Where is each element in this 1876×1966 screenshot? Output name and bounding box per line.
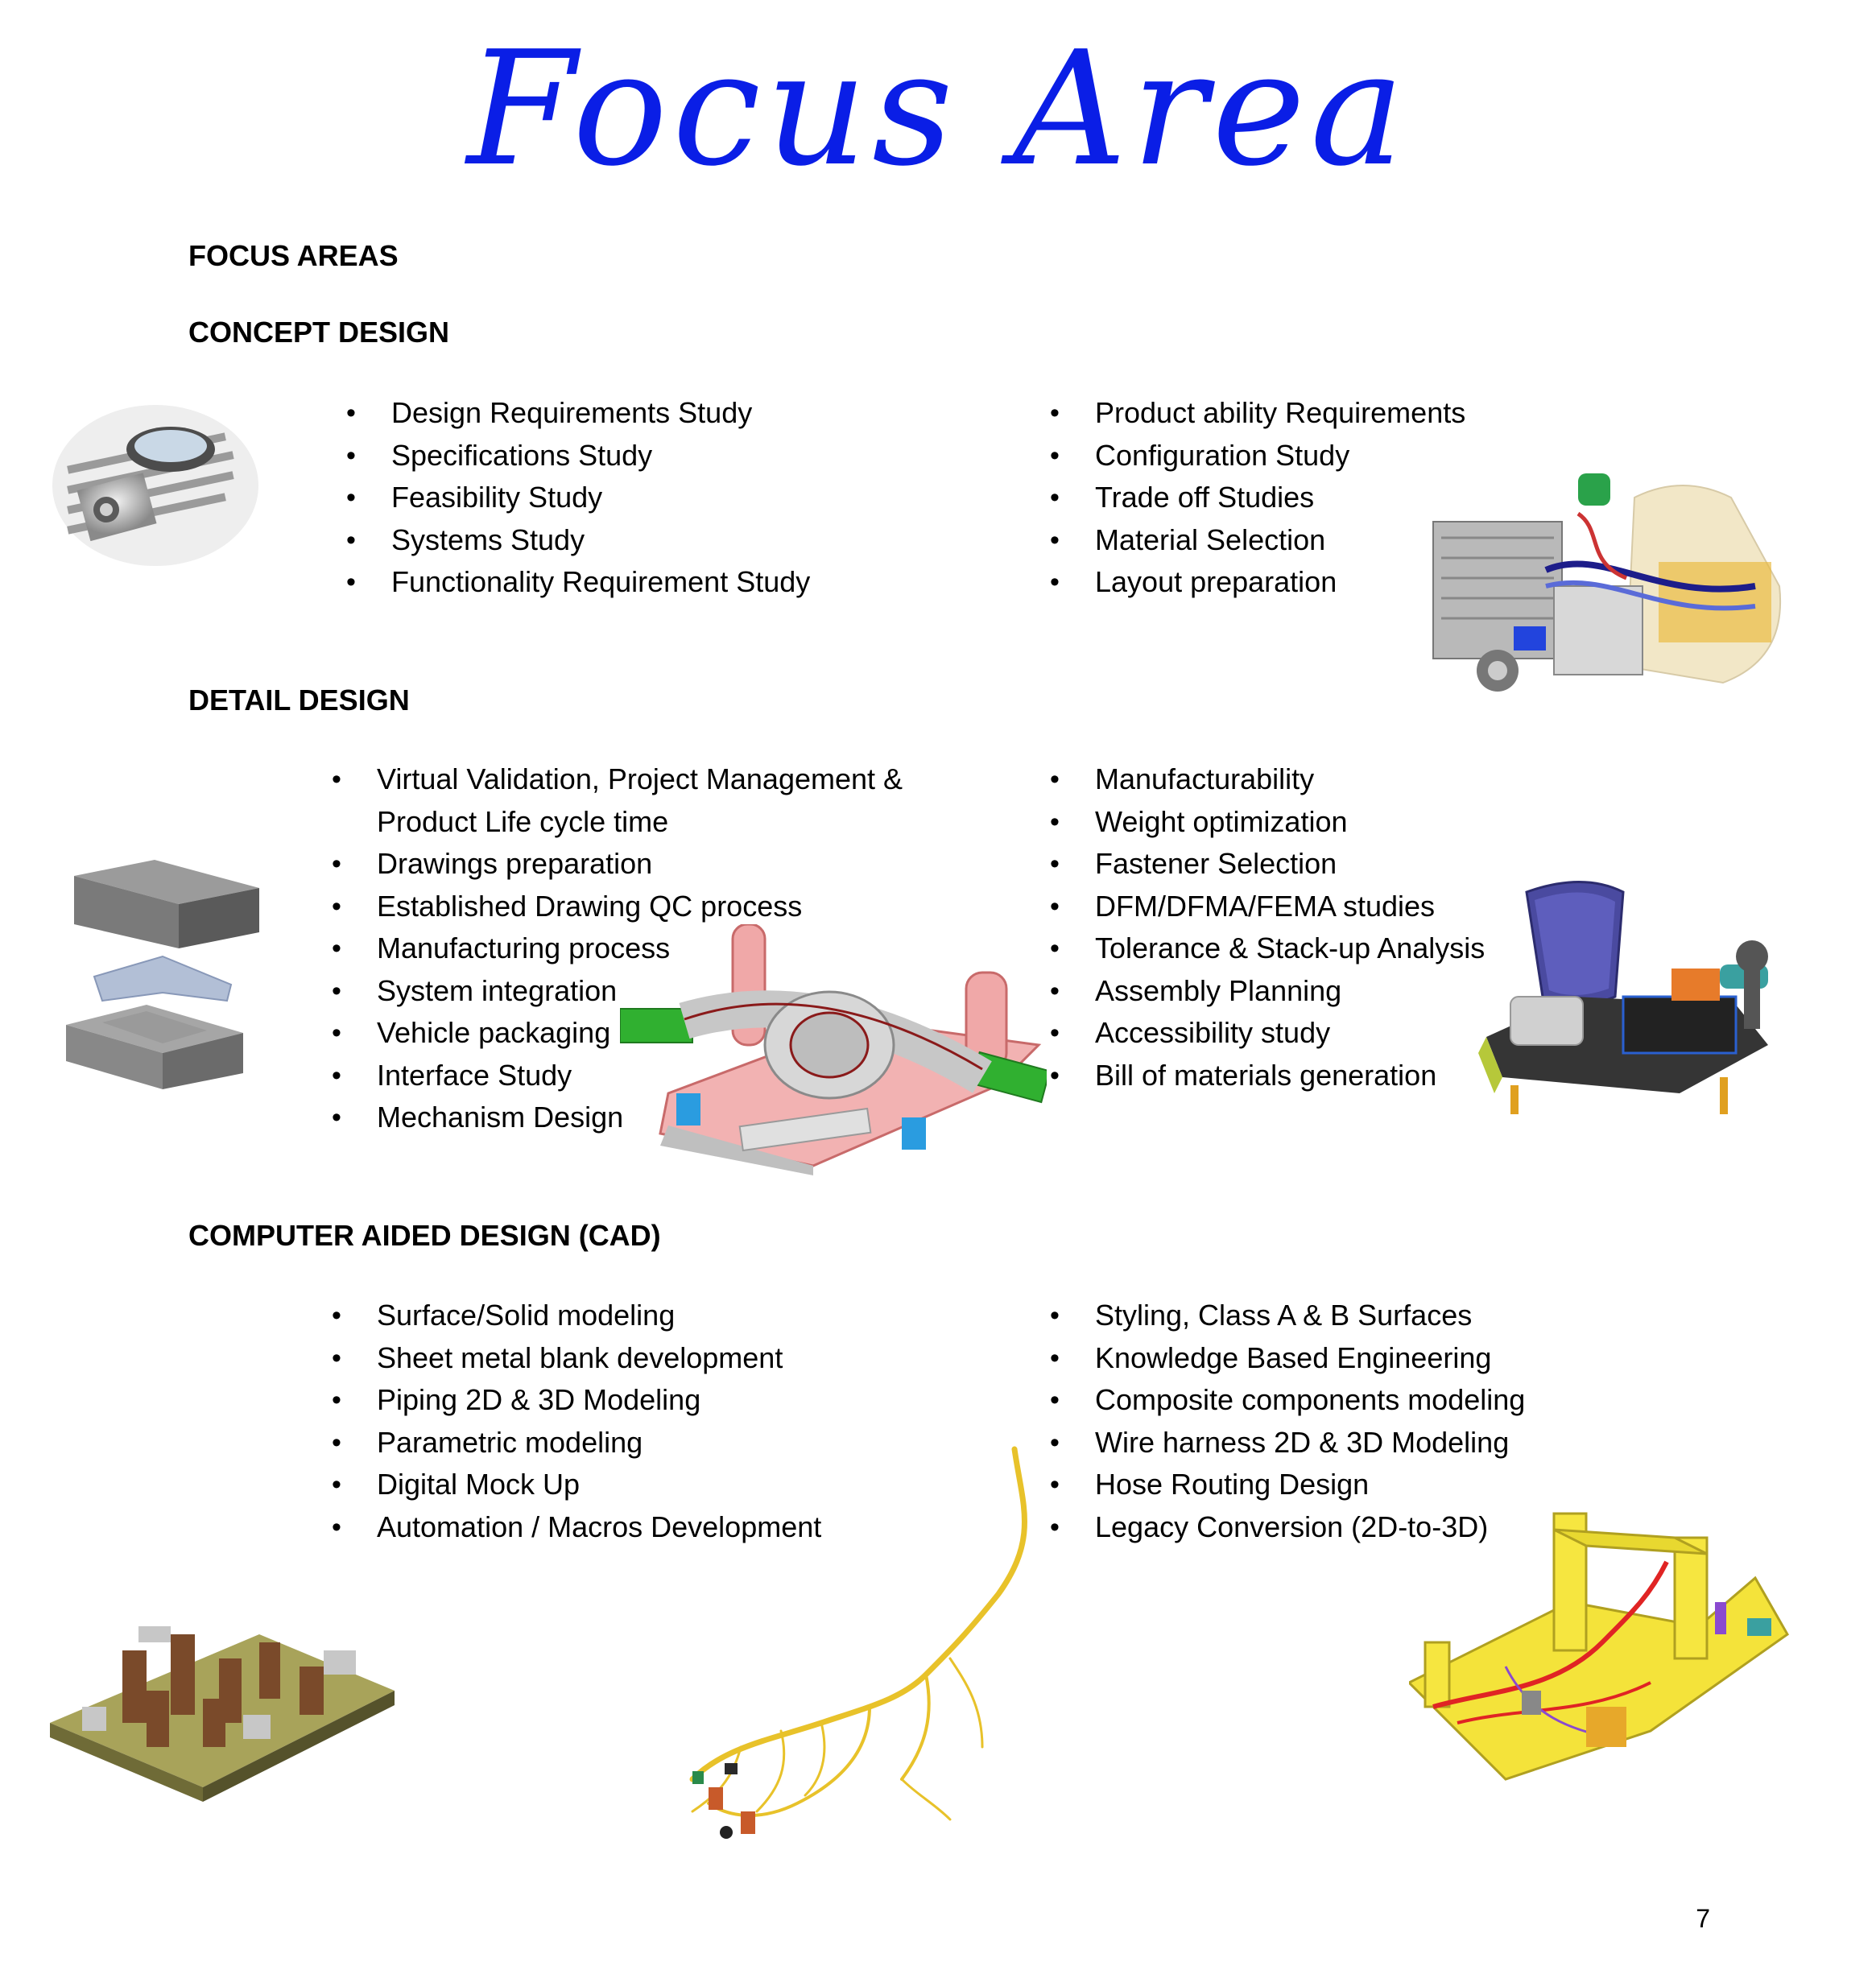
list-item: • Weight optimization [1050, 801, 1694, 844]
list-item: • Interface Study [332, 1055, 911, 1097]
list-item: • Bill of materials generation [1050, 1055, 1694, 1097]
list-item: • Material Selection [1050, 519, 1694, 562]
list-item: • Layout preparation [1050, 561, 1694, 604]
axle-chassis-image [620, 924, 1047, 1175]
list-item: • Manufacturing process [332, 927, 911, 970]
list-item: • Knowledge Based Engineering [1050, 1337, 1694, 1380]
list-item: • Tolerance & Stack-up Analysis [1050, 927, 1694, 970]
cad-heading: COMPUTER AIDED DESIGN (CAD) [188, 1219, 661, 1252]
list-item: • Manufacturability [1050, 758, 1694, 801]
focus-areas-heading: FOCUS AREAS [188, 239, 399, 272]
list-item: • Systems Study [346, 519, 1006, 562]
list-item: • Mechanism Design [332, 1097, 911, 1139]
concept-design-heading: CONCEPT DESIGN [188, 316, 450, 349]
list-item: • Drawings preparation [332, 843, 911, 886]
list-item: • Styling, Class A & B Surfaces [1050, 1295, 1694, 1337]
list-item: • Design Requirements Study [346, 392, 1006, 435]
list-item: • Sheet metal blank development [332, 1337, 976, 1380]
list-item: • Fastener Selection [1050, 843, 1694, 886]
list-item: • Composite components modeling [1050, 1379, 1694, 1422]
list-item: • Digital Mock Up [332, 1464, 976, 1506]
list-item: • Vehicle packaging [332, 1012, 911, 1055]
list-item: • Accessibility study [1050, 1012, 1694, 1055]
page-number: 7 [1696, 1904, 1710, 1933]
list-item: • Functionality Requirement Study [346, 561, 1006, 604]
page-title: Focus Area [466, 18, 1410, 201]
list-item: • Specifications Study [346, 435, 1006, 477]
list-item: • Established Drawing QC process [332, 886, 911, 928]
list-item: • Piping 2D & 3D Modeling [332, 1379, 976, 1422]
welding-fixture-image [50, 1602, 395, 1803]
chassis-frame-image [1409, 1505, 1792, 1795]
list-item: • Assembly Planning [1050, 970, 1694, 1013]
operator-seat-image [1478, 876, 1797, 1114]
concept-design-list-left [346, 392, 1006, 604]
list-item: • Feasibility Study [346, 477, 1006, 519]
list-item: • Surface/Solid modeling [332, 1295, 976, 1337]
wire-harness-image [660, 1441, 1039, 1844]
detail-design-heading: DETAIL DESIGN [188, 684, 410, 717]
list-item: • Trade off Studies [1050, 477, 1694, 519]
list-item: • Hose Routing Design [1050, 1464, 1694, 1506]
list-item: • Legacy Conversion (2D-to-3D) [1050, 1506, 1694, 1549]
list-item: • Configuration Study [1050, 435, 1694, 477]
list-item: • Wire harness 2D & 3D Modeling [1050, 1422, 1694, 1464]
list-item: • Parametric modeling [332, 1422, 976, 1464]
list-item: • System integration [332, 970, 911, 1013]
list-item: • Automation / Macros Development [332, 1506, 976, 1549]
list-item: • Product ability Requirements [1050, 392, 1694, 435]
engine-cylinder-image [50, 393, 261, 570]
list-item: • Virtual Validation, Project Management & Product Life cycle time [332, 758, 911, 843]
mold-plates-image [58, 852, 259, 1093]
list-item: • DFM/DFMA/FEMA studies [1050, 886, 1694, 928]
engine-layout-image [1417, 465, 1795, 699]
